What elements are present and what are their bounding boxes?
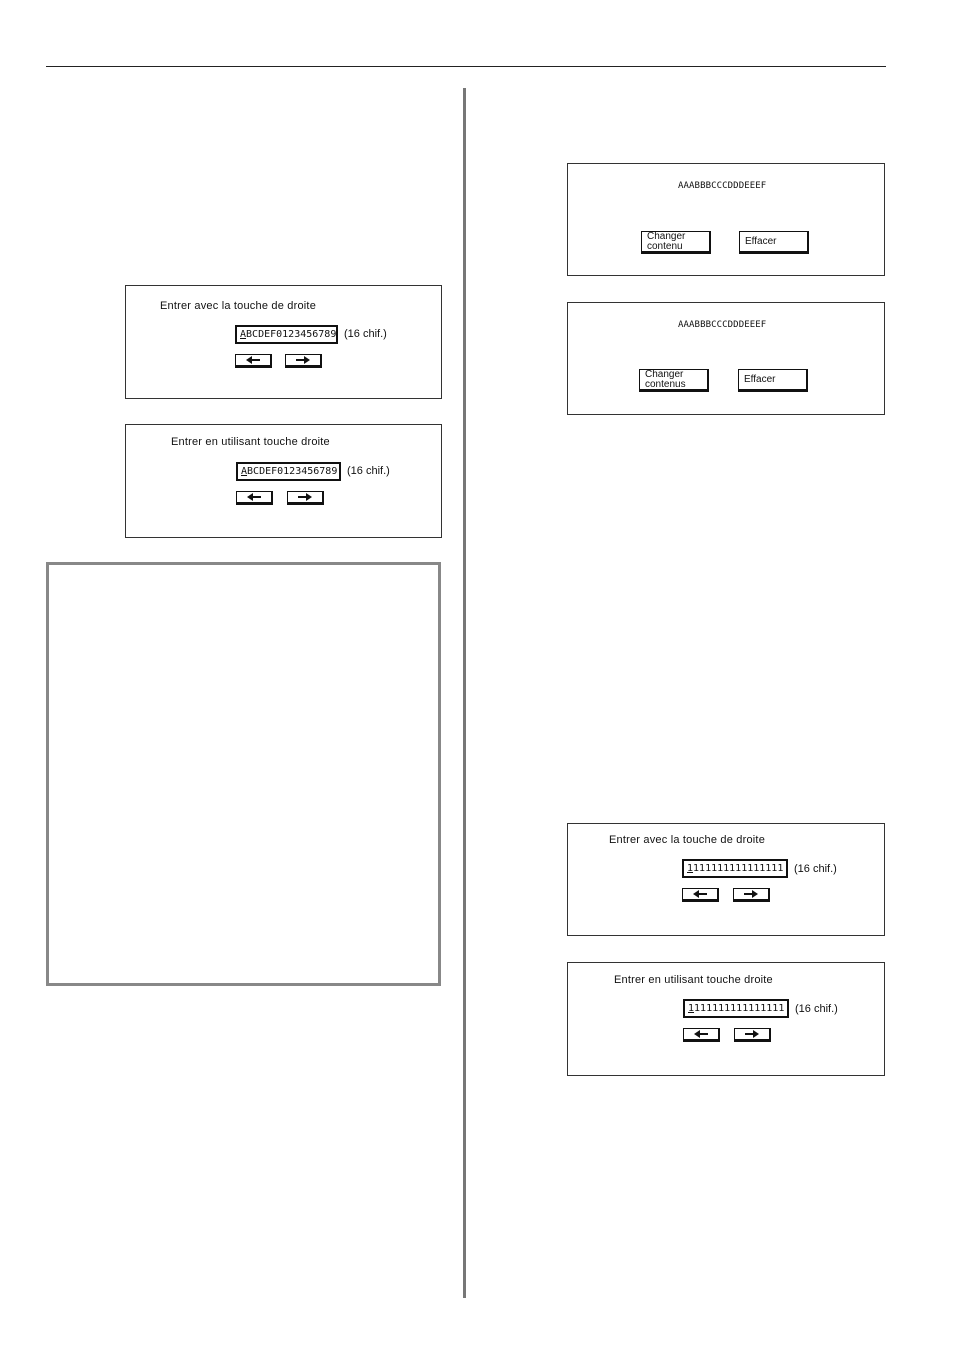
code-display: AAABBBCCCDDDEEEF — [678, 320, 767, 330]
panel-title: Entrer en utilisant touche droite — [171, 436, 330, 448]
code-entry-field[interactable] — [683, 999, 789, 1018]
entry-panel-right-2 — [567, 962, 885, 1076]
right-arrow-button[interactable] — [733, 888, 770, 902]
button-label: Effacer — [745, 235, 777, 247]
button-label: Effacer — [744, 373, 776, 385]
code-entry-field[interactable] — [236, 462, 341, 481]
delete-button[interactable] — [738, 369, 808, 392]
digit-hint: (16 chif.) — [795, 1003, 838, 1015]
code-display-panel-1 — [567, 163, 885, 276]
left-arrow-button[interactable] — [683, 1028, 720, 1042]
change-content-button[interactable] — [641, 231, 711, 254]
code-display: AAABBBCCCDDDEEEF — [678, 181, 767, 191]
code-display-panel-2 — [567, 302, 885, 415]
code-entry-field[interactable] — [682, 859, 788, 878]
button-label-line2: contenus — [645, 378, 686, 390]
delete-button[interactable] — [739, 231, 809, 254]
field-cursor-char: A — [240, 329, 247, 340]
left-arrow-button[interactable] — [682, 888, 719, 902]
top-rule — [46, 66, 886, 67]
digit-hint: (16 chif.) — [794, 863, 837, 875]
field-cursor-char: 1 — [688, 1003, 695, 1014]
left-arrow-button[interactable] — [235, 354, 272, 368]
digit-hint: (16 chif.) — [344, 328, 387, 340]
digit-hint: (16 chif.) — [347, 465, 390, 477]
field-cursor-char: 1 — [687, 863, 694, 874]
note-box — [46, 562, 441, 986]
button-label-line2: contenu — [647, 240, 683, 252]
field-value: 111111111111111 — [693, 863, 784, 874]
arrow-right-icon — [744, 890, 758, 898]
button-label-line1: Changer — [645, 368, 684, 380]
right-arrow-button[interactable] — [734, 1028, 771, 1042]
arrow-left-icon — [246, 356, 260, 364]
entry-panel-left-2 — [125, 424, 442, 538]
arrow-left-icon — [693, 890, 707, 898]
button-label-line1: Changer — [647, 230, 686, 242]
panel-title: Entrer avec la touche de droite — [160, 300, 317, 312]
change-content-button[interactable] — [639, 369, 709, 392]
field-cursor-char: A — [241, 466, 248, 477]
right-arrow-button[interactable] — [287, 491, 324, 505]
field-value: BCDEF0123456789 — [247, 466, 338, 477]
field-value: 111111111111111 — [694, 1003, 785, 1014]
right-arrow-button[interactable] — [285, 354, 322, 368]
code-entry-field[interactable] — [235, 325, 338, 344]
arrow-left-icon — [247, 493, 261, 501]
entry-panel-left-1 — [125, 285, 442, 399]
arrow-right-icon — [296, 356, 310, 364]
panel-title: Entrer avec la touche de droite — [609, 834, 766, 846]
arrow-right-icon — [745, 1030, 759, 1038]
panel-title: Entrer en utilisant touche droite — [614, 974, 773, 986]
field-value: BCDEF0123456789 — [246, 329, 337, 340]
arrow-right-icon — [298, 493, 312, 501]
arrow-left-icon — [694, 1030, 708, 1038]
column-divider — [463, 88, 466, 1298]
left-arrow-button[interactable] — [236, 491, 273, 505]
entry-panel-right-1 — [567, 823, 885, 936]
